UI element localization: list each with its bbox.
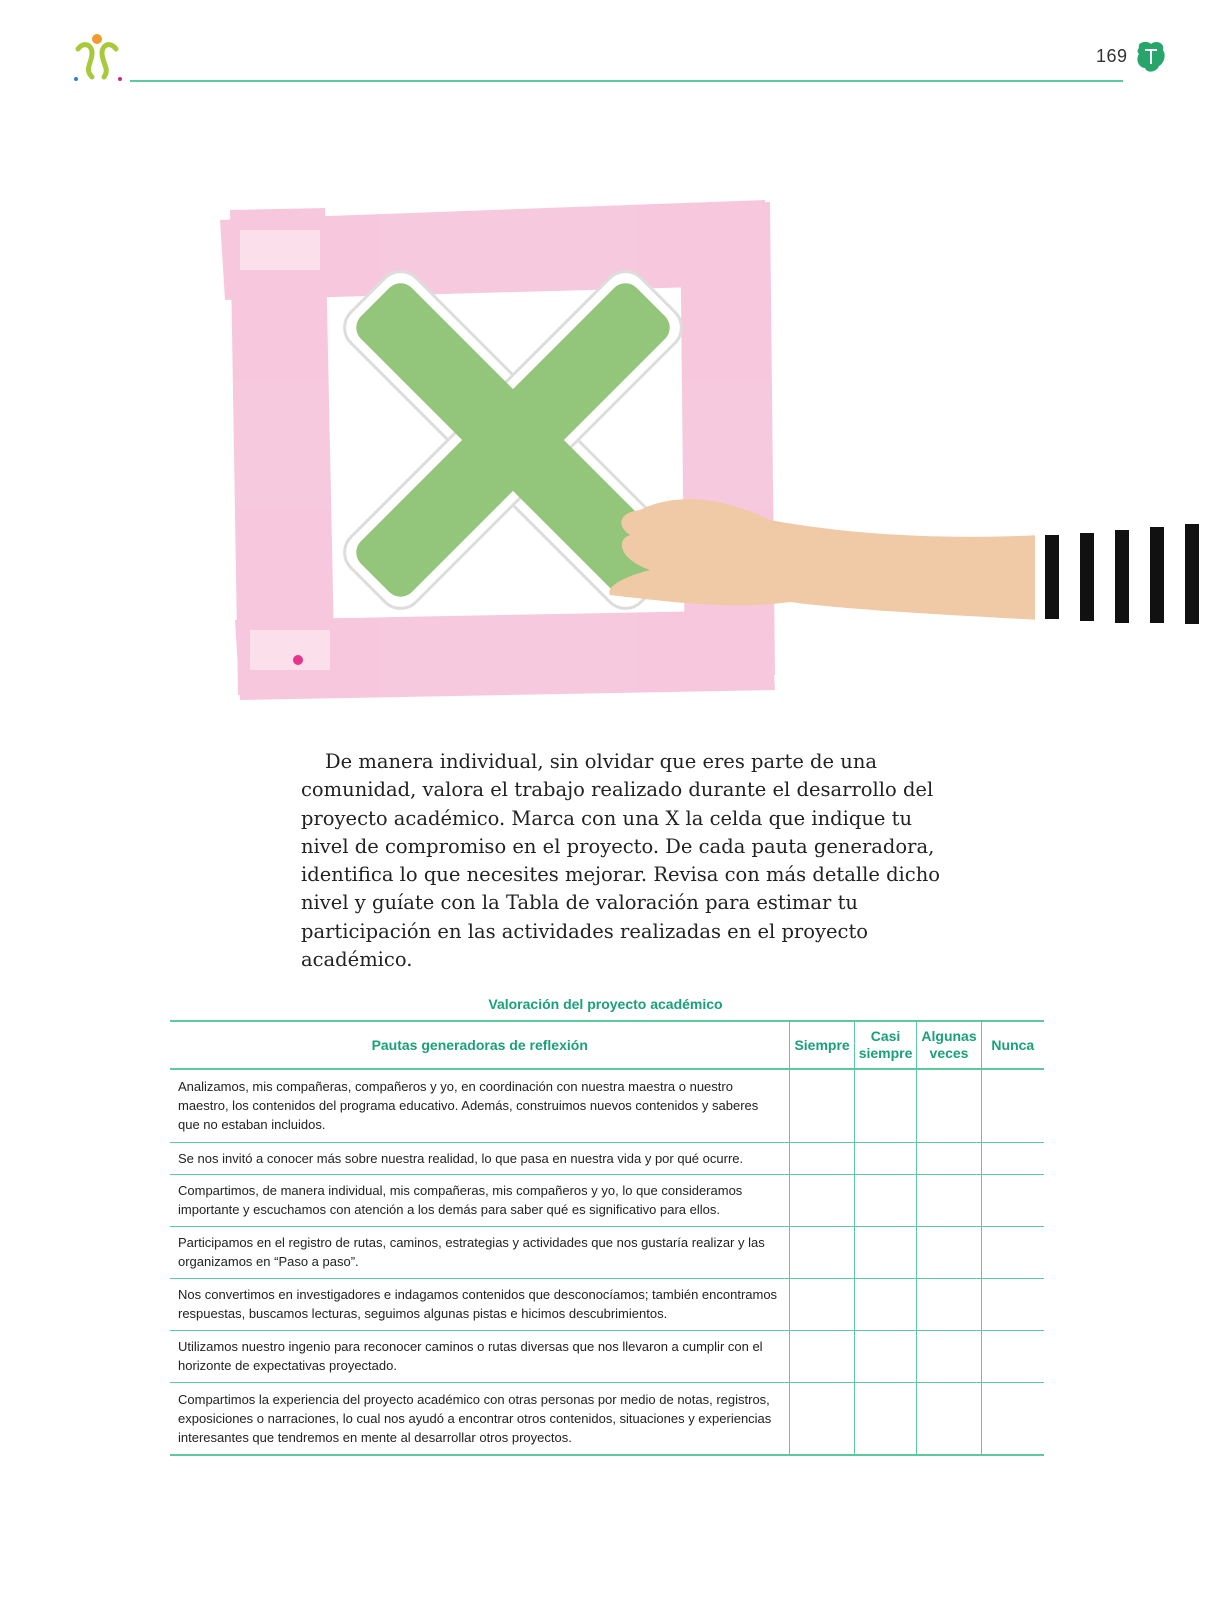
green-splash-icon [1135,40,1167,74]
statement-cell: Compartimos la experiencia del proyecto académico con otras personas por medio de notas, registros, exposiciones o narraciones, lo cual nos ayudó a encontrar otros contenidos, situaciones y experiencias interesantes que tendremos en mente al desarrollar otros proyectos. [170,1382,790,1455]
statement-cell: Analizamos, mis compañeras, compañeros y yo, en coordinación con nuestra maestra o nuestro maestro, los contenidos del programa educativo. Además, construimos nuevos contenidos y saberes que no estaban incluidos. [170,1069,790,1142]
mark-cell-nunca[interactable] [981,1382,1044,1455]
page-number: 169 [1096,46,1128,66]
statement-cell: Se nos invitó a conocer más sobre nuestra realidad, lo que pasa en nuestra vida y por qué ocurre. [170,1142,790,1174]
mark-cell-casi-siempre[interactable] [854,1142,917,1174]
mark-cell-algunas-veces[interactable] [917,1174,981,1226]
evaluation-table [170,1020,1044,1456]
table-title: Valoración del proyecto académico [488,996,723,1012]
mark-cell-siempre[interactable] [790,1226,854,1278]
intro-paragraph [301,748,941,974]
mark-cell-casi-siempre[interactable] [854,1330,917,1382]
table-row [170,1330,1044,1382]
mark-cell-algunas-veces[interactable] [917,1069,981,1142]
mark-cell-casi-siempre[interactable] [854,1382,917,1455]
mark-cell-siempre[interactable] [790,1069,854,1142]
mark-cell-algunas-veces[interactable] [917,1142,981,1174]
mark-cell-nunca[interactable] [981,1069,1044,1142]
statement-cell: Utilizamos nuestro ingenio para reconocer caminos o rutas diversas que nos llevaron a cumplir con el horizonte de expectativas proyectado. [170,1330,790,1382]
table-row [170,1278,1044,1330]
mark-cell-nunca[interactable] [981,1330,1044,1382]
mark-cell-siempre[interactable] [790,1382,854,1455]
mark-cell-siempre[interactable] [790,1142,854,1174]
header-pautas: Pautas generadoras de reflexión [170,1021,790,1069]
sprout-figure-icon [70,33,128,85]
header-algunas-veces: Algunas veces [917,1021,981,1069]
mark-cell-algunas-veces[interactable] [917,1330,981,1382]
mark-cell-siempre[interactable] [790,1278,854,1330]
mark-cell-nunca[interactable] [981,1278,1044,1330]
mark-cell-algunas-veces[interactable] [917,1278,981,1330]
table-header-row [170,1021,1044,1069]
table-row [170,1142,1044,1174]
header-nunca: Nunca [981,1021,1044,1069]
mark-cell-casi-siempre[interactable] [854,1226,917,1278]
mark-cell-nunca[interactable] [981,1174,1044,1226]
table-row [170,1069,1044,1142]
mark-cell-casi-siempre[interactable] [854,1174,917,1226]
hand-holding-green-x-icon [210,190,1214,720]
intro-text: De manera individual, sin olvidar que eres parte de una comunidad, valora el trabajo realizado durante el desarrollo del proyecto académico. Marca con una X la celda que indique tu nivel de compromiso en el proyecto. De cada pauta generadora, identifica lo que necesites mejorar. Revisa con más detalle dicho nivel y guíate con la Tabla de valoración para estimar tu participación en las actividades realizadas en el proyecto académico. [301,750,941,972]
mark-cell-nunca[interactable] [981,1142,1044,1174]
table-row [170,1174,1044,1226]
mark-cell-nunca[interactable] [981,1226,1044,1278]
mark-cell-siempre[interactable] [790,1174,854,1226]
statement-cell: Compartimos, de manera individual, mis compañeras, mis compañeros y yo, lo que consideramos importante y escuchamos con atención a los demás para saber qué es significativo para ellos. [170,1174,790,1226]
mark-cell-siempre[interactable] [790,1330,854,1382]
statement-cell: Nos convertimos en investigadores e indagamos contenidos que desconocíamos; también encontramos respuestas, buscamos lecturas, seguimos algunas pistas e hicimos descubrimientos. [170,1278,790,1330]
statement-cell: Participamos en el registro de rutas, caminos, estrategias y actividades que nos gustaría realizar y las organizamos en “Paso a paso”. [170,1226,790,1278]
table-row [170,1226,1044,1278]
mark-cell-algunas-veces[interactable] [917,1226,981,1278]
mark-cell-algunas-veces[interactable] [917,1382,981,1455]
table-row [170,1382,1044,1455]
header-casi-siempre: Casi siempre [854,1021,917,1069]
mark-cell-casi-siempre[interactable] [854,1278,917,1330]
header-rule [130,80,1123,82]
mark-cell-casi-siempre[interactable] [854,1069,917,1142]
header-siempre: Siempre [790,1021,854,1069]
